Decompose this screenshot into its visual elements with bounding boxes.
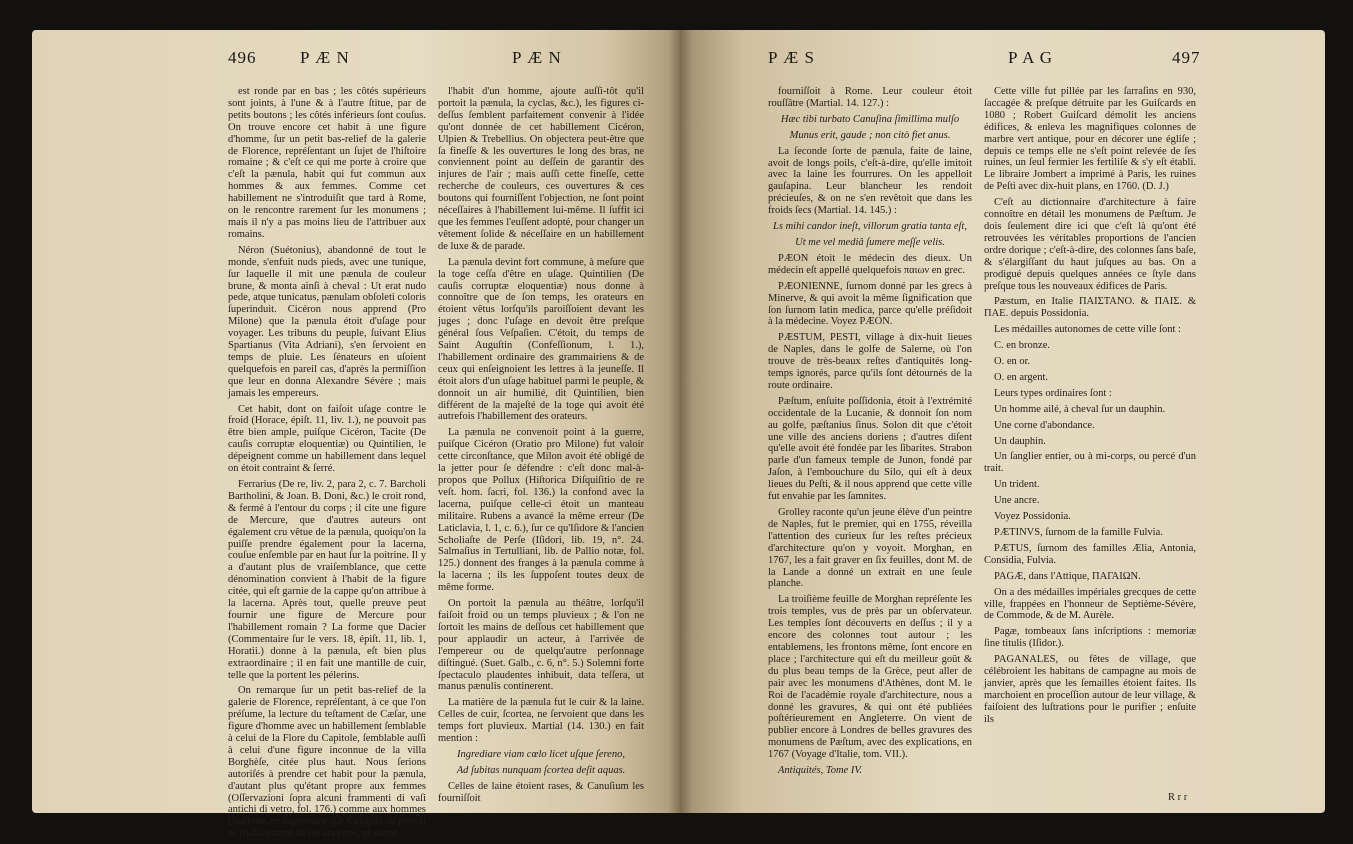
- paragraph: Voyez Possidonia.: [994, 511, 1071, 523]
- list-item: O. en argent.: [994, 371, 1049, 383]
- right-header-right: P A G: [1008, 48, 1054, 67]
- left-header-right: P Æ N: [512, 48, 562, 67]
- list-item: Un homme ailé, à cheval ſur un dauphin.: [994, 403, 1166, 415]
- paragraph: PÆON étoit le médecin des dieux. Un médecin eſt appellé quelquefois παιων en grec.: [768, 252, 972, 276]
- paragraph: PAGANALES, ou fêtes de village, que célébroient les habitans de campagne au mois de janvier, après que les ſemailles étoient faites. Ils marchoient en proceſſion autour de leur village, & faiſoient des luſtrations pour le purifier ; enſuite ils: [984, 654, 1196, 725]
- left-page-number: 496: [228, 48, 257, 67]
- paragraph: C'eſt au dictionnaire d'architecture à faire connoître en détail les monumens de Pæſtum. Je dois ſeulement dire ici que c'eſt là qu'ont été retrouvées les véritables proportions de l'ancien ordre dorique ; c'eſt-à-dire, des colonnes ſans baſe, & s'élargiſſant du haut juſques au bas. On a prodigué depuis quelques années ce ſtyle dans preſque tous les nouveaux édifices de Paris.: [984, 197, 1196, 292]
- paragraph: La ſeconde ſorte de pænula, faite de laine, avoit de longs poils, c'eſt-à-dire, qu'elle imitoit avec la laine les fourrures. On les appelloit gauſapina. Leur blancheur les rendoit précieuſes, & on ne s'en revêtoit que dans les froids ſecs (Martial. 14. 145.) :: [768, 145, 972, 217]
- paragraph: La matière de la pænula fut le cuir & la laine. Celles de cuir, ſcortea, ne ſervoient que dans les temps fort pluvieux. Martial (14. 130.) en fait mention :: [438, 697, 644, 745]
- paragraph: Celles de laine étoient rases, & Canuſium les fourniſſoit: [438, 780, 644, 804]
- paragraph: Ferrarius (De re, liv. 2, para 2, c. 7. Barcholi Bartholini, & Joan. B. Doni, &c.) le croit rond, & fermé à l'entour du corps ; il cite une figure de Mercure, que d'autres auteurs ont également cru vêtue de la pænula, quoiqu'on la puiſſe prendre également pour la lacerna, couſue enſemble par en haut ſur la poitrine. Il y a d'autant plus de vraiſemblance, que cette dénomination convient à l'habit de la figure citée, qui eſt garnie de la cappe qu'on attribue à la lacerna. Après tout, quelle preuve peut fournir une figure de Mercure pour l'habillement romain ? La forme que Dacier (Commentaire ſur le vers. 18, épiſt. 11, lib. 1, Horatii.) donne à la pænula, eſt bien plus extraordinaire ; il en fait une mantille de cuir, telle que la portent les pélerins.: [228, 479, 426, 681]
- paragraph: Cette ville fut pillée par les ſarraſins en 930, ſaccagée & preſque détruite par les Guiſcards en 1080 ; Robert Guiſcard démolit les anciens édifices, & enleva les magnifiques colonnes de marbre vert antique, pour en décorer une égliſe ; depuis ce temps elle ne s'eſt point relevée de ſes ruines, un ſeul fermier les fertiliſe & s'y eſt établi. Le libraire Jombert a imprimé à Paris, les ruines de Peſti avec dix-huit plans, en 1760. (D. J.): [984, 86, 1196, 193]
- right-page: [680, 30, 1325, 813]
- page-footer: Antiquités, Tome IV.: [778, 765, 863, 777]
- paragraph: Pagæ, tombeaux ſans inſcriptions : memoriæ ſine titulis (Iſidor.).: [984, 626, 1196, 650]
- right-header-left: P Æ S: [768, 48, 815, 67]
- verse-line: Ut me vel mediâ ſumere meſſe velis.: [795, 236, 945, 248]
- paragraph: Les médailles autonomes de cette ville ſont :: [994, 324, 1181, 336]
- paragraph: Néron (Suétonius), abandonné de tout le monde, s'enfuit nuds pieds, avec une tunique, ſur laquelle il mit une pænula de couleur brune, & monta ainſi à cheval : Ut erat nudo pede, atque tunicatus, pænulam obſoleti coloris ſuperinduit. Cicéron nous apprend (Pro Milone) que la pænula étoit d'uſage pour voyager. Les tribuns du peuple, ſuivant Elius Spartianus (Vita Adriani), s'en ſervoient en temps de pluie. Les ſénateurs en uſoient quelquefois en pareil cas, d'après la permiſſion que leur en donna Alexandre Sévère ; mais jamais les empereurs.: [228, 244, 426, 399]
- list-item: Un trident.: [994, 479, 1040, 491]
- paragraph: PÆTINVS, ſurnom de la famille Fulvia.: [994, 527, 1163, 538]
- verse-line: Hæc tibi turbato Canuſina ſimillima mulſo: [780, 113, 960, 125]
- list-item: Une corne d'abondance.: [994, 419, 1095, 431]
- left-column-2: [438, 86, 644, 809]
- left-column-1: [228, 86, 426, 844]
- paragraph: On portoit la pænula au théâtre, lorſqu'il faiſoit froid ou un temps pluvieux ; & l'on ne ſortoit les mains de deſſous cet habillement que pour applaudir un acteur, à l'arrivée de l'empereur ou de quelqu'autre perſonnage diſtingué. (Suet. Galb., c. 6, n°. 5.) Solemni forte ſpectaculo plaudentes inhibuit, data teſſera, ut manus pænulis continerent.: [438, 598, 644, 693]
- list-item: Un dauphin.: [994, 435, 1046, 447]
- verse-line: Munus erit, gaude ; non citò fiet anus.: [789, 129, 951, 141]
- paragraph: est ronde par en bas ; les côtés supérieurs sont joints, à l'une & à l'autre ſtitue, par de petits boutons ; les côtés inférieurs ſont couſus. On trouve encore cet habit à une figure d'homme, ſur un petit bas-relief de la galerie de Florence, repréſentant un ſujet de l'hiſtoire romaine ; & c'eſt ce qui me porte à croire que c'eſt la pænula, habit qui fut commun aux hommes & aux femmes. Comme cet habillement ne s'introduiſit que tard à Rome, on le rencontre rarement ſur les monumens ; mais il n'y a pas moins lieu de l'attribuer aux romains.: [228, 86, 426, 240]
- list-item: O. en or.: [994, 356, 1031, 368]
- left-header-left: P Æ N: [300, 48, 350, 67]
- signature-mark: R r r: [1168, 792, 1188, 803]
- right-page-number: 497: [1172, 48, 1201, 67]
- paragraph: La pænula devint fort commune, à meſure que la toge ceſſa d'être en uſage. Quintilien (De cauſis corruptæ eloquentiæ) nous donne à connoître que de ſon temps, les orateurs en étoient vêtus lorſqu'ils paroiſſoient devant les juges ; donc l'uſage en devoit être preſque général ſous Veſpaſien. C'étoit, du temps de Saint Auguſtin (Confeſſionum, l. 1.), l'habillement ordinaire des grammairiens & de ceux qui enſeignoient les lettres à la jeuneſſe. Il étoit alors d'un uſage habituel parmi le peuple, & donnoit un air humilié, dit Quintilien, bien différent de la majeſté de la toge qui avoit été autrefois l'habillement des orateurs.: [438, 256, 644, 423]
- paragraph: Pæstum, en Italie ΠΑΙΣΤΑΝΟ. & ΠΑΙΣ. & ΠΑΕ. depuis Possidonia.: [984, 296, 1196, 320]
- paragraph: Cet habit, dont on faiſoit uſage contre le froid (Horace, épiſt. 11, liv. 1.), ne pouvoit pas être bien ample, puiſque Cicéron, Tacite (De cauſis corruptæ eloquentiæ) ou Quintilien, le dépeignent comme un habillement dans lequel on étoit contraint & ſerré.: [228, 403, 426, 475]
- paragraph: fourniſſoit à Rome. Leur couleur étoit rouſſâtre (Martial. 14. 127.) :: [768, 86, 972, 109]
- open-book: [32, 30, 1325, 840]
- list-item: C. en bronze.: [994, 340, 1050, 352]
- paragraph: PÆSTUM, PESTI, village à dix-huit lieues de Naples, dans le golfe de Salerne, où l'on trouve de très-beaux reſtes d'antiquités long-temps ignorés, parce qu'ils ſont détournés de la route ordinaire.: [768, 332, 972, 391]
- verse-line: Ingrediare viam cœlo licet uſque ſereno,: [457, 748, 625, 760]
- verse-line: Ls mihi candor ineſt, villorum gratia tanta eſt,: [773, 221, 967, 233]
- paragraph: On a des médailles impériales grecques de cette ville, frappées en l'honneur de Septième-Sévère, de Commode, & de M. Aurèle.: [984, 586, 1196, 622]
- verse-line: Ad ſubitas nunquam ſcortea deſit aquas.: [456, 764, 626, 776]
- right-column-1: [768, 86, 972, 781]
- list-item: Un ſanglier entier, ou à mi-corps, ou percé d'un trait.: [984, 451, 1196, 475]
- list-item: Une ancre.: [994, 495, 1040, 507]
- paragraph: PAGÆ, dans l'Attique, ΠΑΓΑΙΩΝ.: [994, 570, 1141, 582]
- right-column-2: [984, 86, 1196, 730]
- paragraph: On remarque ſur un petit bas-relief de la galerie de Florence, repréſentant, à ce que l'on préſume, la lecture du teſtament de Cæſar, une figure d'homme avec un habillement ſemblable à celui de la Flore du Capitole, ſemblable auſſi à celui d'une figure inconnue de la villa Borghèſe, citée plus haut. Nous ſerions autoriſés à prendre cet habit pour la pænula, d'autant plus qu'étant propre aux femmes (Oſſervazioni ſopra alcuni frammenti di vaſi antichi di vetro, fol. 176.) comme aux hommes (Suétone, en rapportant que Caligula ne portoit ni l'habillement de ſes ancêtres, ni même: [228, 685, 426, 840]
- paragraph: l'habit d'un homme, ajoute auſſi-tôt qu'il portoit la pænula, la cyclas, &c.), les figures ci-deſſus ſemblent parfaitement convenir à l'idée qu'ont donnée de cet habillement Cicéron, Ulpien & Trebellius. On objectera peut-être que ſa fineſſe & les ouvertures le long des bras, ne conviennent point au deſſein de garantir des injures de l'air ; mais auſſi cette fineſſe, cette recherche de couleurs, ces ouvertures & ces boutons qui fourniſſent l'objection, ne ſont point néceſſaires à l'habillement lui-même. Il ſuffit ici que les femmes l'euſſent adopté, pour changer un vêtement ſolide & néceſſaire en un habillement de luxe & de parade.: [438, 86, 644, 252]
- paragraph: La troiſième feuille de Morghan repréſente les trois temples, vus de près par un obſervateur. Les temples ſont découverts en deſſus ; il y a encore des colonnes tout autour ; les entablemens, les frontons même, ſont encore en place ; l'architecture qui eſt du meilleur goût & du plus beau temps de la Grèce, peut aller de pair avec les monumens d'Athènes, dont M. le Roi de l'académie royale d'architecture, nous a donné les gravures, & qui ont été publiées poſtérieurement en Angleterre. On vient de publier encore à Londres de belles gravures des monumens de Pæſtum, avec des explications, en 1767 (Voyage d'Italie, tom. VII.).: [768, 594, 972, 761]
- book-gutter: [668, 30, 692, 813]
- paragraph: La pænula ne convenoit point à la guerre, puiſque Cicéron (Oratio pro Milone) fut valoir cette circonſtance, que Milon avoit été obligé de la jetter pour ſe défendre : c'eſt donc mal-à-propos que Pollux (Hiſtorica Diſquiſitio de re veſt. hom. ſacri, fol. 136.) la confond avec la lacerna, puiſque celle-ci étoit un manteau militaire. Rubens a avancé la même erreur (De Laticlavia, l. 1, c. 6.), ſur ce qu'Iſidore & l'ancien Scholiaſte de Perſe (Iſidori, lib. 19, n°. 24. Salmaſius in Tertulliani, lib. de Pallio notæ, fol. 125.) donnent des franges à la pænula comme à la lacerna ; ils les ſuppoſent toutes deux de même forme.: [438, 427, 644, 594]
- left-page: [32, 30, 682, 840]
- paragraph: PÆONIENNE, ſurnom donné par les grecs à Minerve, & qui avoit la même ſignification que ſon ſurnom latin medica, parce qu'elle préſidoit à la médecine. Voyez PÆON.: [768, 280, 972, 328]
- paragraph: PÆTUS, ſurnom des familles Ælia, Antonia, Considia, Fulvia.: [984, 542, 1196, 566]
- paragraph: Pæſtum, enſuite poſſidonia, étoit à l'extrémité occidentale de la Lucanie, & donnoit ſon nom au golfe, pæſtanius ſinus. Solon dit que c'étoit une ville des anciens doriens ; d'autres diſent qu'elle avoit été fondée par les ſibarites. Strabon parle d'un fameux temple de Junon, fondé par Jaſon, à l'embouchure du Silo, qui eſt à deux lieues du Peſti, & il nous apprend que cette ville fut envahie par les ſamnites.: [768, 395, 972, 503]
- paragraph: Leurs types ordinaires ſont :: [994, 387, 1112, 399]
- paragraph: Grolley raconte qu'un jeune élève d'un peintre de Naples, fut le premier, qui en 1755, réveilla l'attention des curieux ſur les reſtes précieux d'architecture qu'on y voyoit. Morghan, en 1767, les a fait graver en ſix feuilles, dont M. de la Lande a donné un extrait en une ſeule planche.: [768, 507, 972, 590]
